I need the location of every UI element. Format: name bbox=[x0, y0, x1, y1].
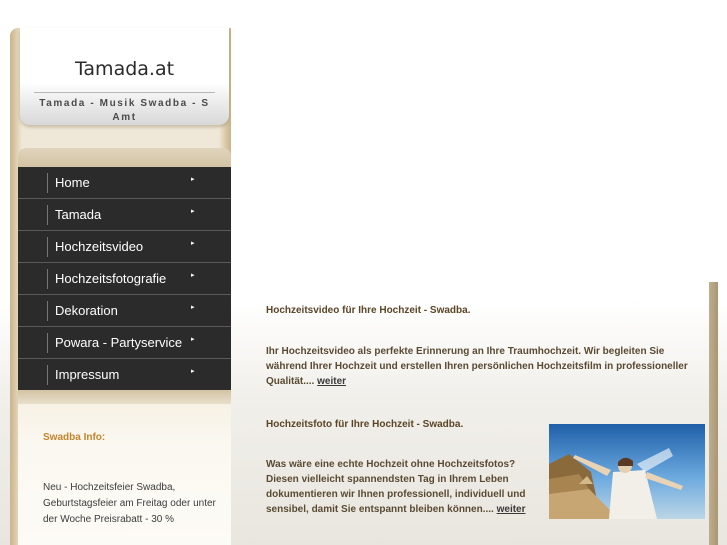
nav-item-label: Powara - Partyservice bbox=[55, 335, 183, 350]
site-subtitle: Tamada - Musik Swadba - S Amt bbox=[39, 98, 210, 123]
title-divider bbox=[34, 92, 215, 93]
info-title: Swadba Info: bbox=[43, 432, 106, 443]
nav-item-hochzeitsvideo[interactable] bbox=[18, 231, 231, 263]
video-heading-text: Hochzeitsvideo für Ihre Hochzeit - Swadba. bbox=[266, 305, 471, 316]
wedding-photo-illustration bbox=[549, 424, 705, 519]
site-title[interactable]: Tamada.at bbox=[74, 58, 175, 80]
nav-separator bbox=[47, 173, 48, 193]
photo-more-link[interactable]: weiter bbox=[496, 504, 526, 515]
arrow-right-icon: ▸ bbox=[191, 304, 195, 311]
site-header bbox=[20, 28, 229, 125]
nav-item-home[interactable] bbox=[18, 167, 231, 199]
nav-item-label: Hochzeitsfotografie bbox=[55, 271, 167, 286]
menu-bottom-cap bbox=[18, 390, 231, 404]
nav-item-label: Impressum bbox=[55, 367, 120, 382]
nav-separator bbox=[47, 301, 48, 321]
nav-item-powara-partyservice[interactable] bbox=[18, 327, 231, 359]
menu-top-cap bbox=[18, 148, 231, 167]
info-panel bbox=[18, 404, 231, 545]
arrow-right-icon: ▸ bbox=[191, 240, 195, 247]
nav-separator bbox=[47, 237, 48, 257]
nav-item-dekoration[interactable] bbox=[18, 295, 231, 327]
arrow-right-icon: ▸ bbox=[191, 208, 195, 215]
nav-separator bbox=[47, 333, 48, 353]
nav-item-label: Tamada bbox=[55, 207, 102, 222]
nav-item-label: Dekoration bbox=[55, 303, 118, 318]
nav-separator bbox=[47, 365, 48, 385]
nav-item-label: Hochzeitsvideo bbox=[55, 239, 144, 254]
arrow-right-icon: ▸ bbox=[191, 176, 195, 183]
video-teaser bbox=[266, 344, 700, 389]
nav-item-tamada[interactable] bbox=[18, 199, 231, 231]
nav-item-impressum[interactable] bbox=[18, 359, 231, 391]
content-edge bbox=[709, 282, 718, 545]
nav-item-label: Home bbox=[55, 175, 90, 190]
arrow-right-icon: ▸ bbox=[191, 272, 195, 279]
arrow-right-icon: ▸ bbox=[191, 368, 195, 375]
arrow-right-icon: ▸ bbox=[191, 336, 195, 343]
video-teaser-text: Ihr Hochzeitsvideo als perfekte Erinnerung an Ihre Traumhochzeit. Wir begleiten Sie während Ihrer Hochzeit und erstellen Ihren persönlichen Hochzeitsfilm in professioneller Qualität.... bbox=[266, 346, 688, 387]
photo-heading-text: Hochzeitsfoto für Ihre Hochzeit - Swadba. bbox=[266, 419, 464, 430]
info-text: Neu - Hochzeitsfeier Swadba, Geburtstagsfeier am Freitag oder unter der Woche Preisrabatt - 30 % bbox=[43, 482, 216, 525]
video-more-link[interactable]: weiter bbox=[317, 376, 347, 387]
video-heading bbox=[266, 305, 706, 316]
nav-separator bbox=[47, 269, 48, 289]
nav-item-hochzeitsfotografie[interactable] bbox=[18, 263, 231, 295]
main-navigation bbox=[18, 167, 231, 391]
nav-separator bbox=[47, 205, 48, 225]
photo-teaser bbox=[266, 457, 541, 517]
photo-teaser-text: Was wäre eine echte Hochzeit ohne Hochzeitsfotos? Diesen vielleicht spannendsten Tag in Ihrem Leben dokumentieren wir Ihnen professionell, individuell und sensibel, damit Sie entspannt bleiben können.... bbox=[266, 459, 526, 515]
wedding-photo bbox=[549, 424, 705, 519]
